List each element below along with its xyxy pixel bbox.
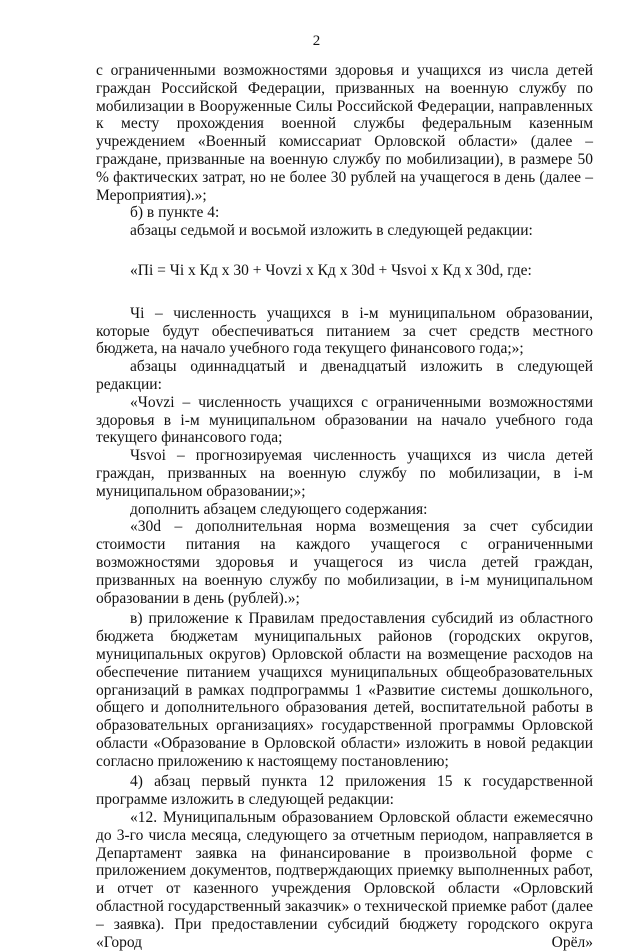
paragraph-chsvoi-definition: Чsvoi – прогнозируемая численность учащихся из числа детей граждан, призванных на военную службу по мобилизации, в i-м муниципальном образовании;»; (96, 447, 593, 500)
paragraph-30d-definition: «30d – дополнительная норма возмещения за счет субсидии стоимости питания на каждого учащегося с ограниченными возможностями здоровья и учащегося из числа детей граждан, призванных на военную службу по мобилизации, в i-м муниципальном образовании в день (рублей).»; (96, 518, 593, 607)
paragraph-item-v: в) приложение к Правилам предоставления субсидий из областного бюджета бюджетам муниципальных районов (городских округов, муниципальных округов) Орловской области на возмещение расходов на обеспечение питанием учащихся муниципальных общеобразовательных организаций в рамках подпрограммы 1 «Развитие системы дошкольного, общего и дополнительного образования детей, воспитательной работы в образовательных организациях» государственной программы Орловской области «Образование в Орловской области» изложить в новой редакции согласно приложению к настоящему постановлению; (96, 610, 593, 770)
paragraph-item-12: «12. Муниципальным образованием Орловской области ежемесячно до 3-го числа месяца, следующего за отчетным периодом, направляется в Департамент заявка на финансирование в произвольной форме с приложением документов, подтверждающих приемку выполненных работ, и отчет от казенного учреждения Орловской области «Орловский областной государственный заказчик» о технической приемке работ (далее – заявка). При предоставлении субсидий бюджету городского округа «Город Орёл» (96, 809, 593, 951)
paragraph-amend-7-8: абзацы седьмой и восьмой изложить в следующей редакции: (130, 222, 533, 240)
paragraph-chovzi-definition: «Чоvzi – численность учащихся с ограниченными возможностями здоровья в i-м муниципальном образовании на начало учебного года текущего финансового года; (96, 393, 593, 447)
document-body (96, 62, 593, 951)
paragraph-item-4: 4) абзац первый пункта 12 приложения 15 к государственной программе изложить в следующей редакции: (96, 773, 593, 809)
paragraph-add-abzac: дополнить абзацем следующего содержания: (130, 500, 428, 518)
formula-line: «Пi = Чi х Кд х 30 + Чоvzi х Кд х 30d + Чsvoi х Кд х 30d, где: (130, 261, 532, 279)
paragraph-item-b: б) в пункте 4: (130, 204, 220, 222)
page-number: 2 (312, 33, 321, 49)
paragraph-amend-11-12: абзацы одиннадцатый и двенадцатый изложить в следующей редакции: (96, 358, 593, 393)
paragraph-continuation: с ограниченными возможностями здоровья и учащихся из числа детей граждан Российской Федерации, призванных на военную службу по мобилизации в Вооруженные Силы Российской Федерации, направленных к месту прохождения военной службы федеральным казенным учреждением «Военный комиссариат Орловской области» (далее – граждане, призванные на военную службу по мобилизации), в размере 50 % фактических затрат, но не более 30 рублей на учащегося в день (далее – Мероприятия).»; (96, 62, 593, 204)
paragraph-chi-definition: Чi – численность учащихся в i-м муниципальном образовании, которые будут обеспечиваться питанием за счет средств местного бюджета, на начало учебного года текущего финансового года;»; (96, 304, 593, 358)
